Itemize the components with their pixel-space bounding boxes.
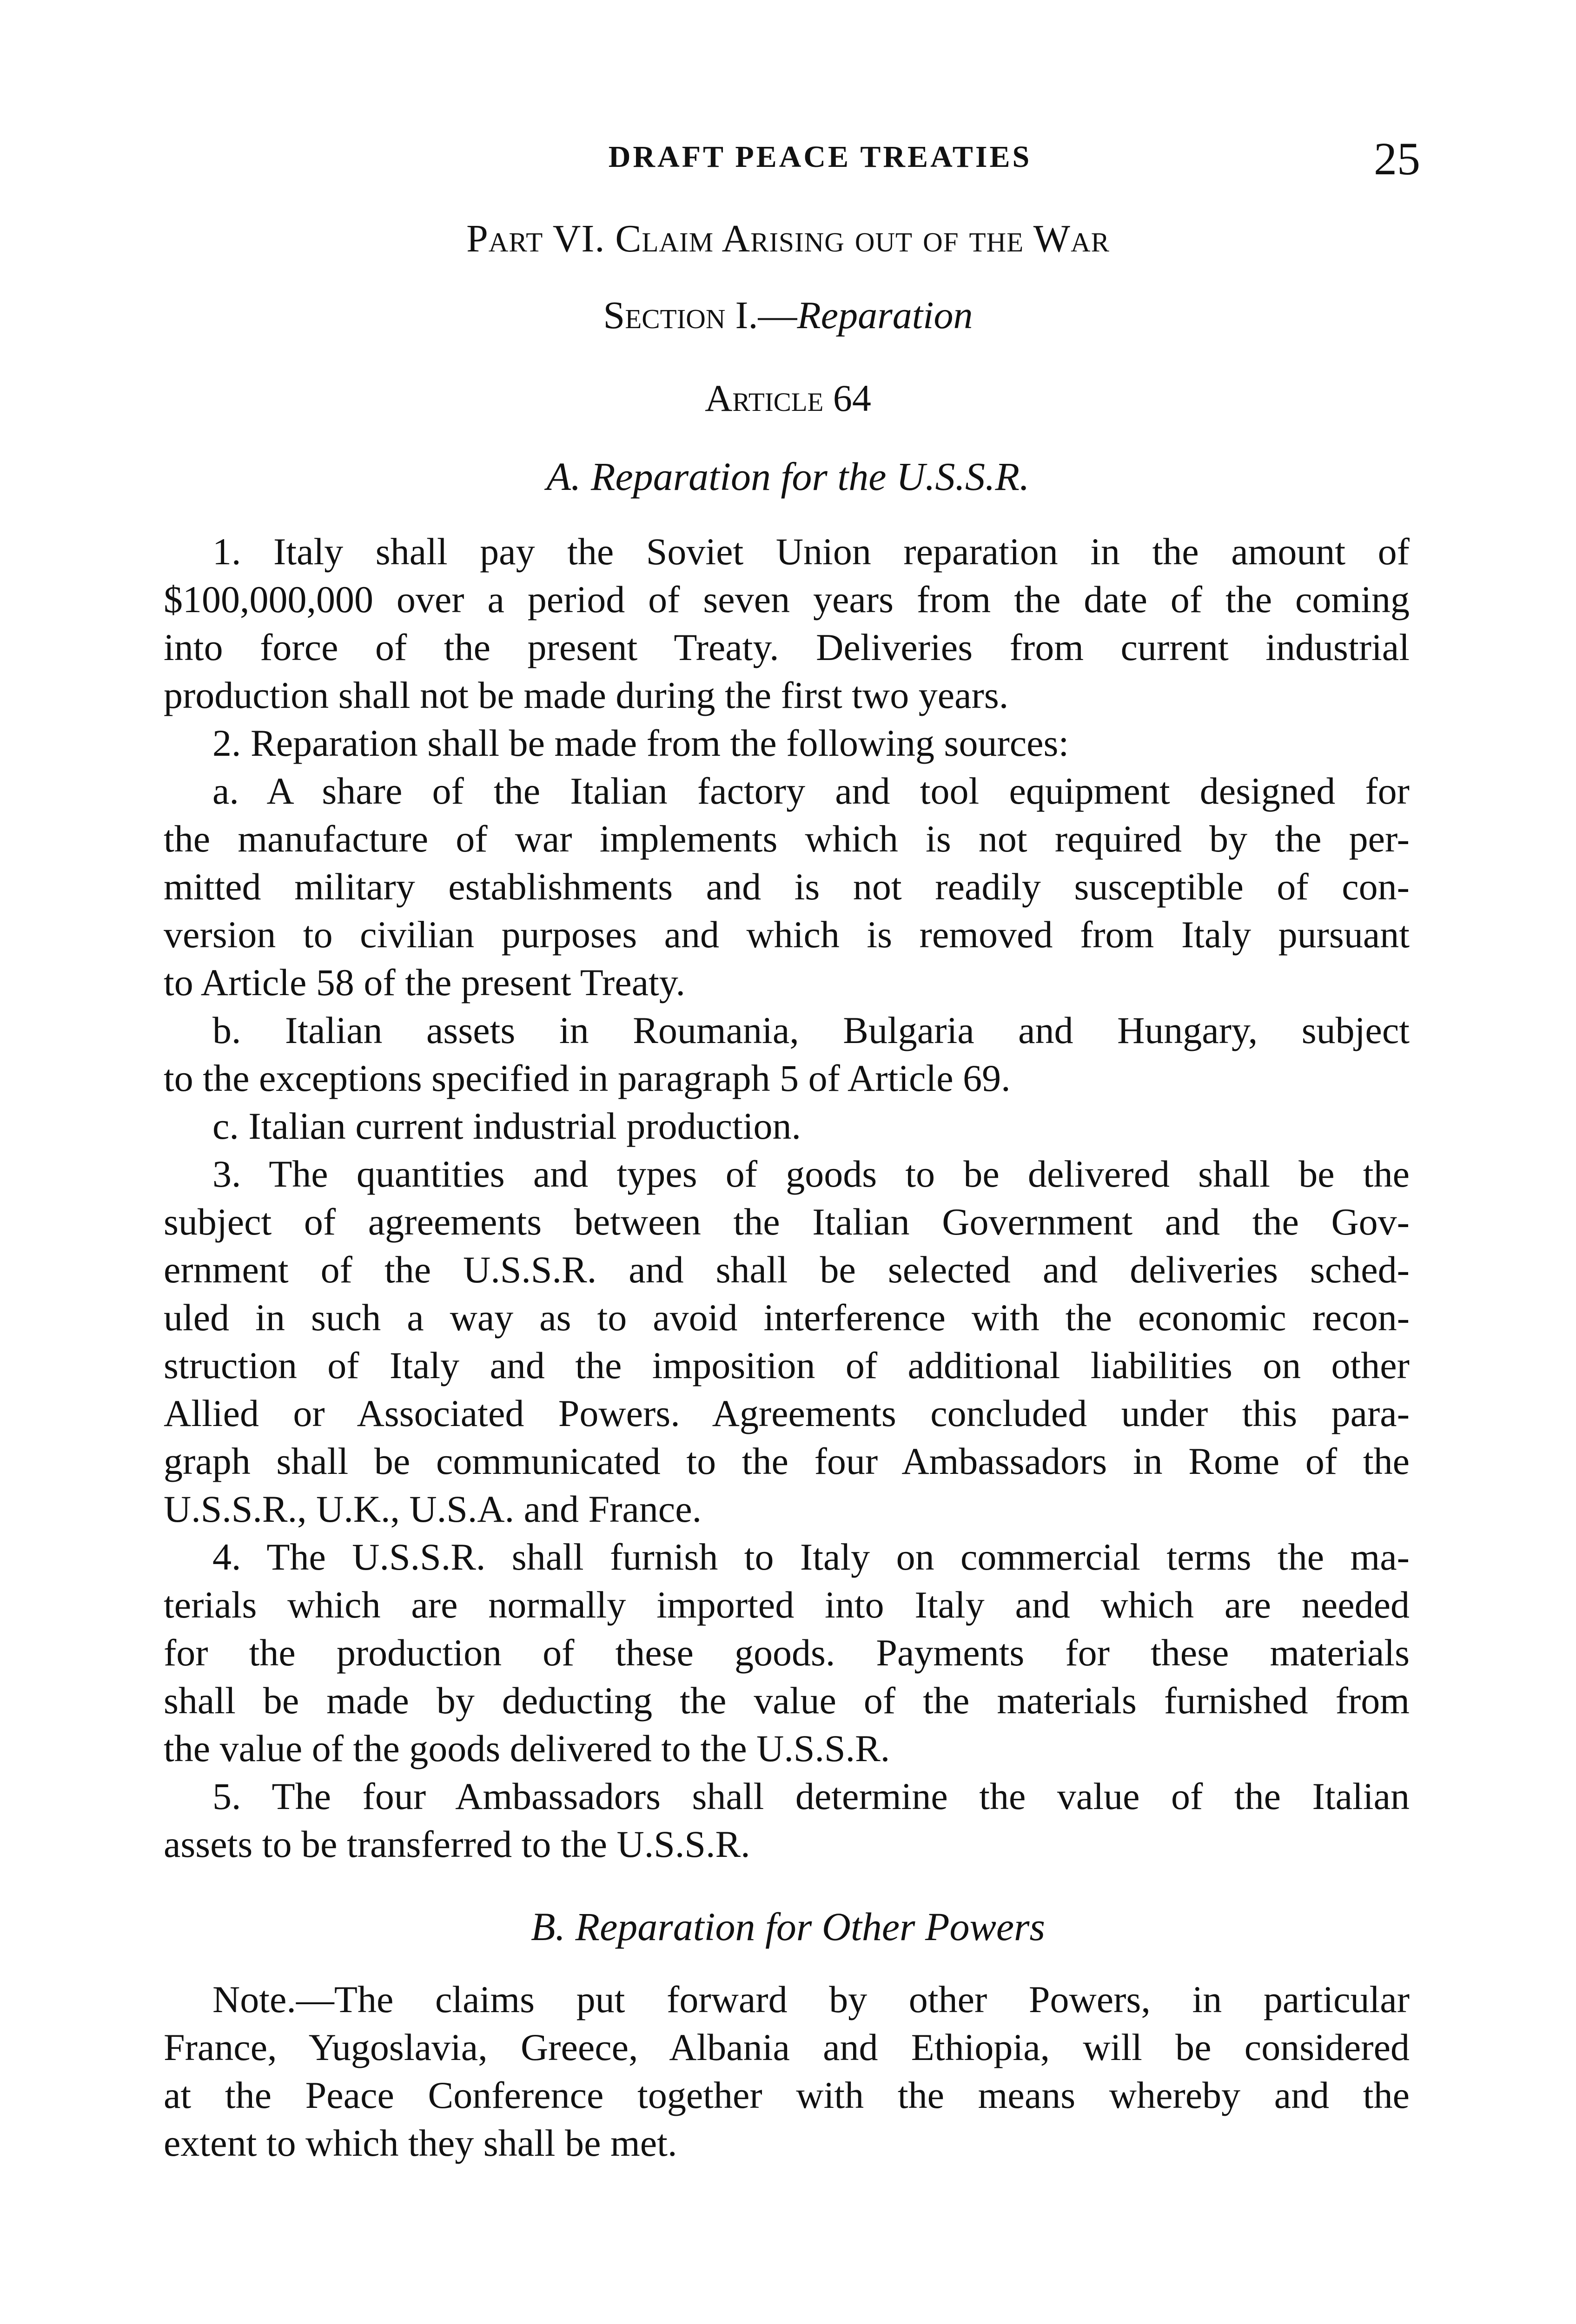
body-line: uled in such a way as to avoid interference with the economic recon- — [164, 1296, 1410, 1339]
running-title: DRAFT PEACE TREATIES — [608, 140, 1032, 174]
body-line: 2. Reparation shall be made from the following sources: — [212, 722, 1069, 764]
section-label: Section I.— — [603, 294, 797, 337]
note-line: France, Yugoslavia, Greece, Albania and Ethiopia, will be considered — [164, 2026, 1410, 2068]
article-title: Article 64 — [705, 377, 871, 419]
body-line: ernment of the U.S.S.R. and shall be selected and deliveries sched- — [164, 1248, 1410, 1291]
note-line: Note.—The claims put forward by other Powers, in particular — [212, 1978, 1410, 2020]
note-paragraph — [164, 1975, 1410, 2167]
body-line: to the exceptions specified in paragraph 5 of Article 69. — [164, 1057, 1011, 1099]
body-line: a. A share of the Italian factory and tool equipment designed for — [212, 770, 1410, 812]
note-line: at the Peace Conference together with the means whereby and the — [164, 2074, 1410, 2116]
body-line: to Article 58 of the present Treaty. — [164, 961, 685, 1004]
body-line: 4. The U.S.S.R. shall furnish to Italy on commercial terms the ma- — [212, 1536, 1410, 1578]
section-subtitle: Reparation — [797, 294, 973, 337]
body-line: subject of agreements between the Italian Government and the Gov- — [164, 1201, 1410, 1243]
subheading-reparation-other-powers: B. Reparation for Other Powers — [531, 1904, 1045, 1949]
body-line: 5. The four Ambassadors shall determine the value of the Italian — [212, 1775, 1410, 1817]
article-body — [164, 528, 1410, 1868]
body-line: assets to be transferred to the U.S.S.R. — [164, 1823, 750, 1865]
body-line: for the production of these goods. Payments for these materials — [164, 1631, 1410, 1674]
body-line: graph shall be communicated to the four Ambassadors in Rome of the — [164, 1440, 1410, 1482]
part-title: Part VI. Claim Arising out of the War — [466, 217, 1110, 260]
body-line: 3. The quantities and types of goods to be delivered shall be the — [212, 1153, 1410, 1195]
body-line: b. Italian assets in Roumania, Bulgaria and Hungary, subject — [212, 1009, 1410, 1051]
body-line: Allied or Associated Powers. Agreements concluded under this para- — [164, 1392, 1410, 1434]
body-line: struction of Italy and the imposition of additional liabilities on other — [164, 1344, 1410, 1386]
body-line: shall be made by deducting the value of the materials furnished from — [164, 1679, 1410, 1722]
subheading-reparation-ussr: A. Reparation for the U.S.S.R. — [546, 454, 1030, 499]
body-line: c. Italian current industrial production. — [212, 1105, 801, 1147]
body-line: the value of the goods delivered to the U.S.S.R. — [164, 1727, 890, 1769]
body-line: the manufacture of war implements which is not required by the per- — [164, 818, 1410, 860]
body-line: mitted military establishments and is not readily susceptible of con- — [164, 865, 1410, 908]
page-number: 25 — [1374, 133, 1420, 185]
body-line: into force of the present Treaty. Deliveries from current industrial — [164, 626, 1410, 668]
body-line: production shall not be made during the first two years. — [164, 674, 1009, 716]
body-line: 1. Italy shall pay the Soviet Union reparation in the amount of — [212, 530, 1410, 573]
body-line: U.S.S.R., U.K., U.S.A. and France. — [164, 1488, 702, 1530]
body-line: $100,000,000 over a period of seven years from the date of the coming — [164, 578, 1410, 621]
section-title — [163, 293, 1413, 338]
body-line: version to civilian purposes and which is removed from Italy pursuant — [164, 913, 1410, 956]
body-line: terials which are normally imported into Italy and which are needed — [164, 1584, 1410, 1626]
note-line: extent to which they shall be met. — [164, 2122, 677, 2164]
